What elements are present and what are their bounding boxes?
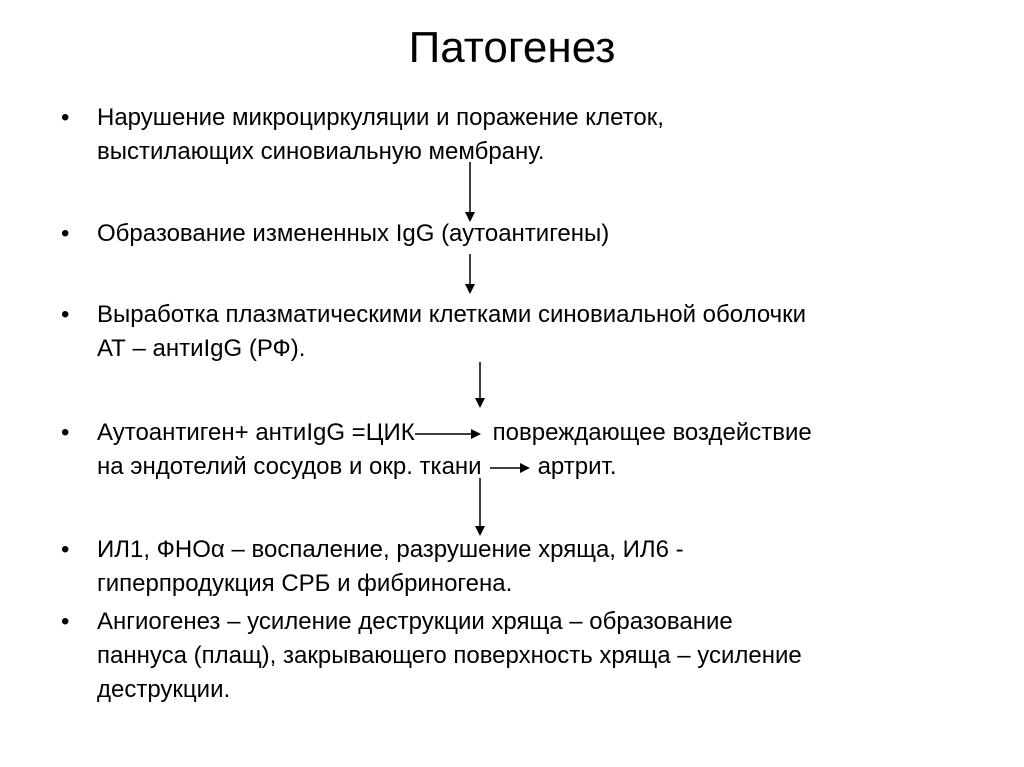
bullet-marker: • [61,608,70,635]
right-arrow-1 [415,427,481,441]
bullet-item-4-line-1-part-2: повреждающее воздействие [492,419,812,446]
bullet-item-4-line-2-part-2: артрит. [537,453,617,480]
bullet-marker: • [61,220,70,247]
bullet-item-3 [97,298,806,366]
bullet-item-5-line-1: ИЛ1, ФНОα – воспаление, разрушение хряща, ИЛ6 - [97,536,684,563]
bullet-item-6 [97,605,802,707]
down-arrow-4 [472,478,488,536]
bullet-item-1-line-1: Нарушение микроциркуляции и поражение клеток, [97,104,664,131]
bullet-item-2 [97,217,609,251]
bullet-item-4-line-1 [97,416,812,450]
bullet-item-4-line-1-part-1: Аутоантиген+ антиIgG =ЦИК [97,419,415,446]
slide-title: Патогенез [408,23,616,72]
bullet-marker: • [61,301,70,328]
bullet-item-5-line-2: гиперпродукция СРБ и фибриногена. [97,570,513,597]
bullet-item-1 [97,101,664,169]
bullet-item-4-line-2-part-1: на эндотелий сосудов и окр. ткани [97,453,482,480]
bullet-item-1-line-2: выстилающих синовиальную мембрану. [97,138,545,165]
bullet-item-6-line-3: деструкции. [97,676,231,703]
right-arrow-2 [490,461,530,475]
bullet-marker: • [61,104,70,131]
bullet-item-4 [97,416,812,484]
bullet-item-6-line-2: паннуса (плащ), закрывающего поверхность хряща – усиление [97,642,802,669]
bullet-marker: • [61,536,70,563]
bullet-item-5 [97,533,684,601]
bullet-item-3-line-1: Выработка плазматическими клетками синовиальной оболочки [97,301,807,328]
bullet-item-2-line-1: Образование измененных IgG (аутоантигены) [97,220,610,247]
bullet-marker: • [61,419,70,446]
down-arrow-3 [472,362,488,408]
bullet-item-3-line-2: АТ – антиIgG (РФ). [97,335,306,362]
bullet-item-6-line-1: Ангиогенез – усиление деструкции хряща – образование [97,608,733,635]
down-arrow-1 [462,162,478,222]
bullet-item-4-line-2 [97,450,812,484]
down-arrow-2 [462,254,478,294]
